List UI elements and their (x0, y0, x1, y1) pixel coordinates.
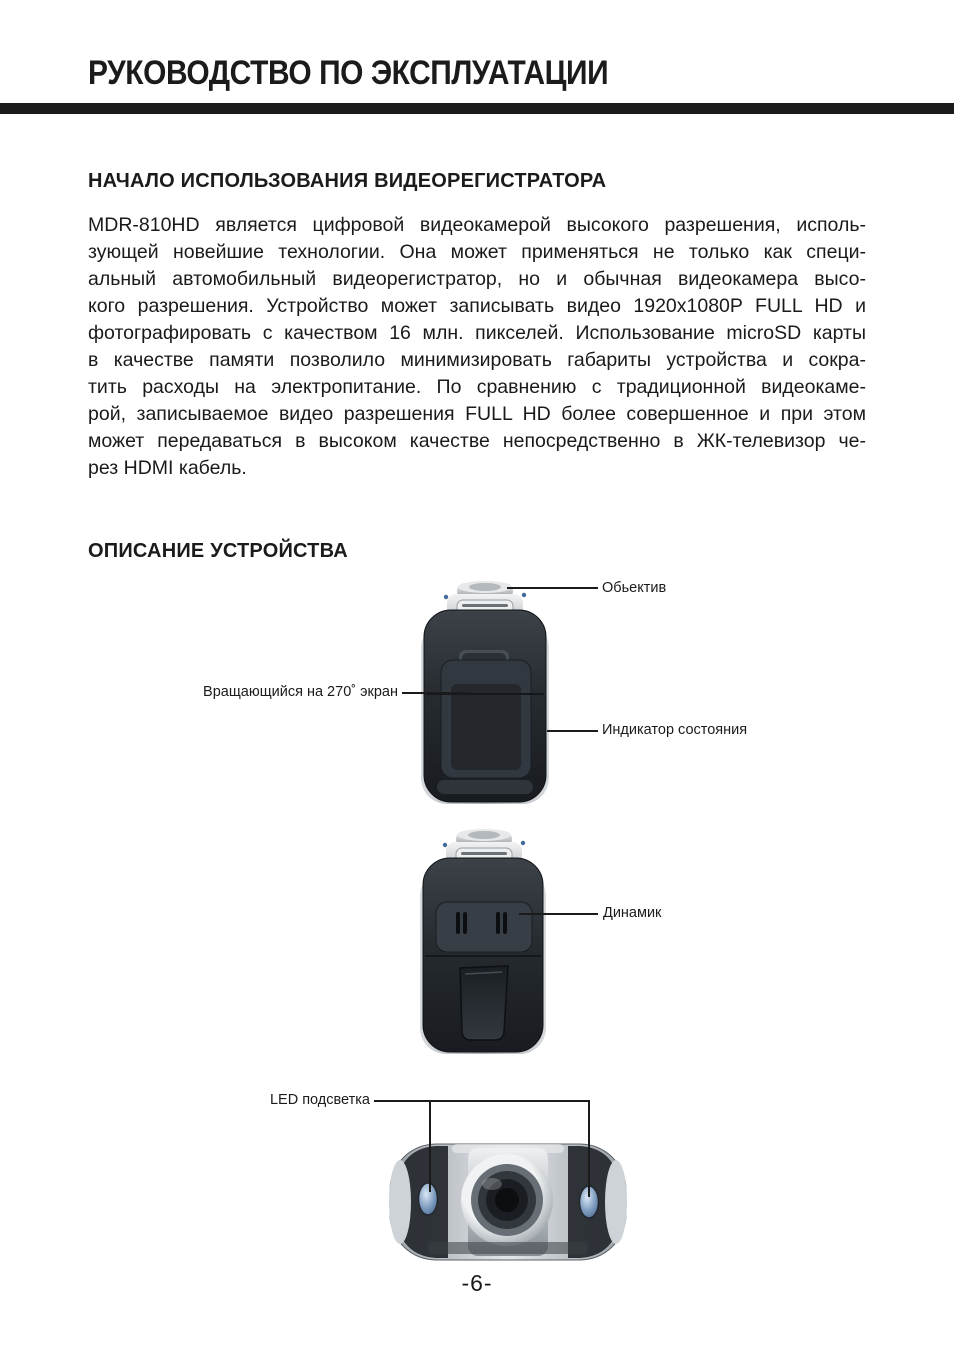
callout-label-screen: Вращающийся на 270˚ экран (203, 684, 398, 700)
callout-label-indicator: Индикатор состояния (602, 722, 748, 738)
callout-line-screen (402, 692, 471, 694)
callout-label-led: LED подсветка (269, 1092, 370, 1108)
section-heading-description: ОПИСАНИЕ УСТРОЙСТВА (88, 540, 348, 562)
device-back-view-image (415, 580, 555, 810)
device-lens-front-image (388, 1136, 628, 1268)
callout-label-lens: Обьектив (602, 580, 667, 596)
intro-paragraph (88, 212, 866, 482)
callout-line-led-left (429, 1100, 431, 1192)
page-title: РУКОВОДСТВО ПО ЭКСПЛУАТАЦИИ (88, 54, 609, 92)
callout-line-speaker (519, 913, 598, 915)
intro-line: фотографировать с качеством 16 млн. пикселей. Использование microSD карты (88, 322, 866, 344)
callout-label-speaker: Динамик (603, 905, 662, 921)
section-heading-start: НАЧАЛО ИСПОЛЬЗОВАНИЯ ВИДЕОРЕГИСТРАТОРА (88, 170, 607, 192)
intro-line: MDR-810HD является цифровой видеокамерой высокого разрешения, исполь- (88, 214, 866, 236)
callout-line-indicator (547, 730, 598, 732)
device-speaker-view-image (410, 828, 550, 1060)
intro-line: кого разрешения. Устройство может записывать видео 1920х1080P FULL HD и (88, 295, 866, 317)
intro-line: тить расходы на электропитание. По сравнению с традиционной видеокаме- (88, 376, 866, 398)
intro-line: в качестве памяти позволило минимизировать габариты устройства и сокра- (88, 349, 866, 371)
intro-line: альный автомобильный видеорегистратор, но и обычная видеокамера высо- (88, 268, 866, 290)
intro-line: рез HDMI кабель. (88, 457, 247, 479)
callout-line-led-horizontal (374, 1100, 590, 1102)
callout-line-led-right (588, 1100, 590, 1197)
title-rule-bar (0, 103, 954, 114)
page-number: -6- (461, 1270, 493, 1296)
callout-line-lens (507, 587, 598, 589)
intro-line: зующей новейшие технологии. Она может применяться не только как специ- (88, 241, 866, 263)
intro-line: рой, записываемое видео разрешения FULL HD более совершенное и при этом (88, 403, 866, 425)
intro-line: может передаваться в высоком качестве непосредственно в ЖК-телевизор че- (88, 430, 866, 452)
